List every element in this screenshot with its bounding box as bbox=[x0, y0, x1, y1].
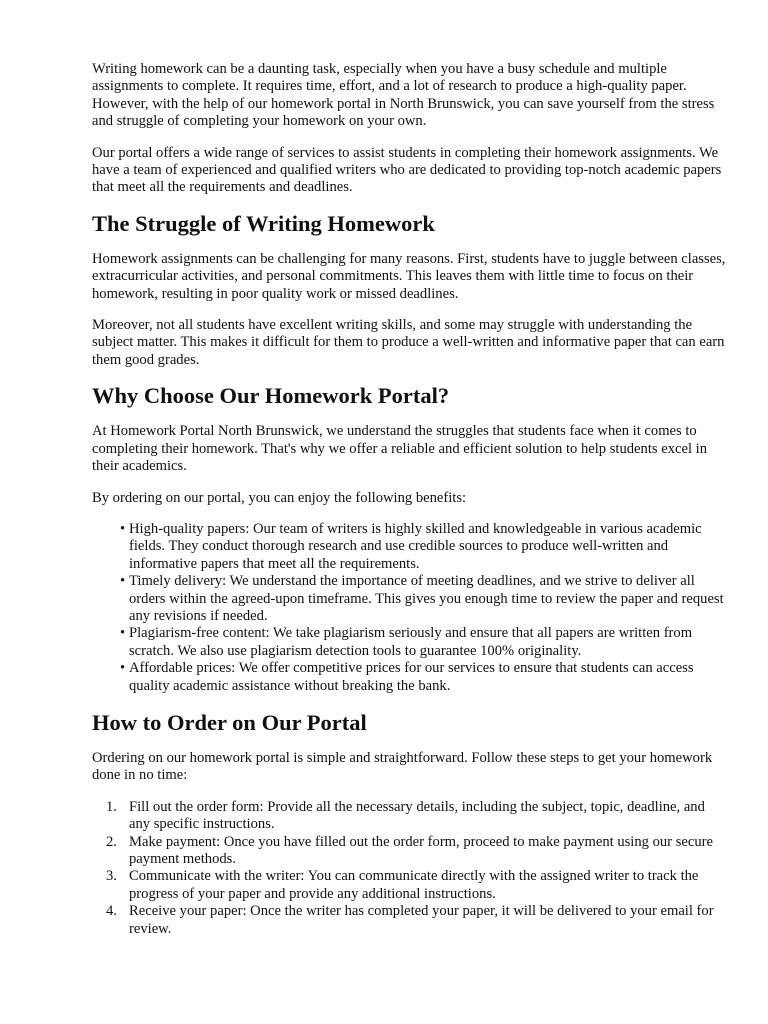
section-heading-struggle: The Struggle of Writing Homework bbox=[92, 210, 435, 236]
list-item-text: Affordable prices: We offer competitive prices for our services to ensure that students can access quality academic assistance without breaking the bank. bbox=[129, 660, 694, 694]
list-item bbox=[92, 834, 726, 869]
why-choose-paragraph-1: At Homework Portal North Brunswick, we understand the struggles that students face when it comes to completing their homework. That's why we offer a reliable and efficient solution to help students excel in their academics. bbox=[92, 423, 707, 475]
list-item bbox=[92, 799, 726, 834]
list-item-text: Fill out the order form: Provide all the necessary details, including the subject, topic, deadline, and any specific instructions. bbox=[129, 798, 705, 833]
benefits-list bbox=[92, 521, 726, 695]
bullet-icon: • bbox=[120, 520, 126, 537]
step-number: 1. bbox=[106, 798, 117, 815]
list-item bbox=[92, 573, 726, 625]
list-item bbox=[92, 903, 726, 938]
bullet-icon: • bbox=[120, 573, 126, 590]
section-heading-why-choose: Why Choose Our Homework Portal? bbox=[92, 383, 450, 409]
struggle-paragraph-1: Homework assignments can be challenging for many reasons. First, students have to juggle between classes, extracurricular activities, and personal commitments. This leaves them with little time to focus on their homework, resulting in poor quality work or missed deadlines. bbox=[92, 250, 726, 302]
list-item-text: Timely delivery: We understand the importance of meeting deadlines, and we strive to deliver all orders within the agreed-upon timeframe. This gives you enough time to review the paper and request any revisions if needed. bbox=[129, 573, 724, 624]
list-item-text: Make payment: Once you have filled out the order form, proceed to make payment using our secure payment methods. bbox=[129, 833, 713, 867]
how-to-order-paragraph: Ordering on our homework portal is simple and straightforward. Follow these steps to get your homework done in no time: bbox=[92, 749, 713, 784]
section-heading-how-to-order: How to Order on Our Portal bbox=[92, 709, 367, 735]
intro-paragraph-1: Writing homework can be a daunting task, especially when you have a busy schedule and multiple assignments to complete. It requires time, effort, and a lot of research to produce a high-quality paper. However, with the help of our homework portal in North Brunswick, you can save yourself from the stress and struggle of completing your homework on your own. bbox=[92, 61, 715, 130]
list-item-text: High-quality papers: Our team of writers is highly skilled and knowledgeable in various academic fields. They conduct thorough research and use credible sources to produce well-written and informative papers that meet all the requirements. bbox=[129, 520, 702, 572]
list-item bbox=[92, 625, 726, 660]
list-item bbox=[92, 521, 726, 573]
order-steps-list bbox=[92, 799, 726, 938]
step-number: 3. bbox=[106, 868, 117, 885]
bullet-icon: • bbox=[120, 660, 126, 677]
list-item-text: Plagiarism-free content: We take plagiarism seriously and ensure that all papers are written from scratch. We also use plagiarism detection tools to guarantee 100% originality. bbox=[129, 625, 693, 659]
step-number: 2. bbox=[106, 833, 117, 850]
list-item-text: Receive your paper: Once the writer has completed your paper, it will be delivered to your email for review. bbox=[129, 903, 714, 937]
bullet-icon: • bbox=[120, 625, 126, 642]
struggle-paragraph-2: Moreover, not all students have excellent writing skills, and some may struggle with understanding the subject matter. This makes it difficult for them to produce a well-written and informative paper that can earn them good grades. bbox=[92, 317, 725, 368]
list-item bbox=[92, 868, 726, 903]
why-choose-paragraph-2: By ordering on our portal, you can enjoy the following benefits: bbox=[92, 489, 467, 506]
intro-paragraph-2: Our portal offers a wide range of services to assist students in completing their homework assignments. We have a team of experienced and qualified writers who are dedicated to providing top-notch academic papers that meet all the requirements and deadlines. bbox=[92, 144, 722, 196]
list-item bbox=[92, 660, 726, 695]
list-item-text: Communicate with the writer: You can communicate directly with the assigned writer to track the progress of your paper and provide any additional instructions. bbox=[129, 868, 699, 902]
step-number: 4. bbox=[106, 903, 117, 920]
